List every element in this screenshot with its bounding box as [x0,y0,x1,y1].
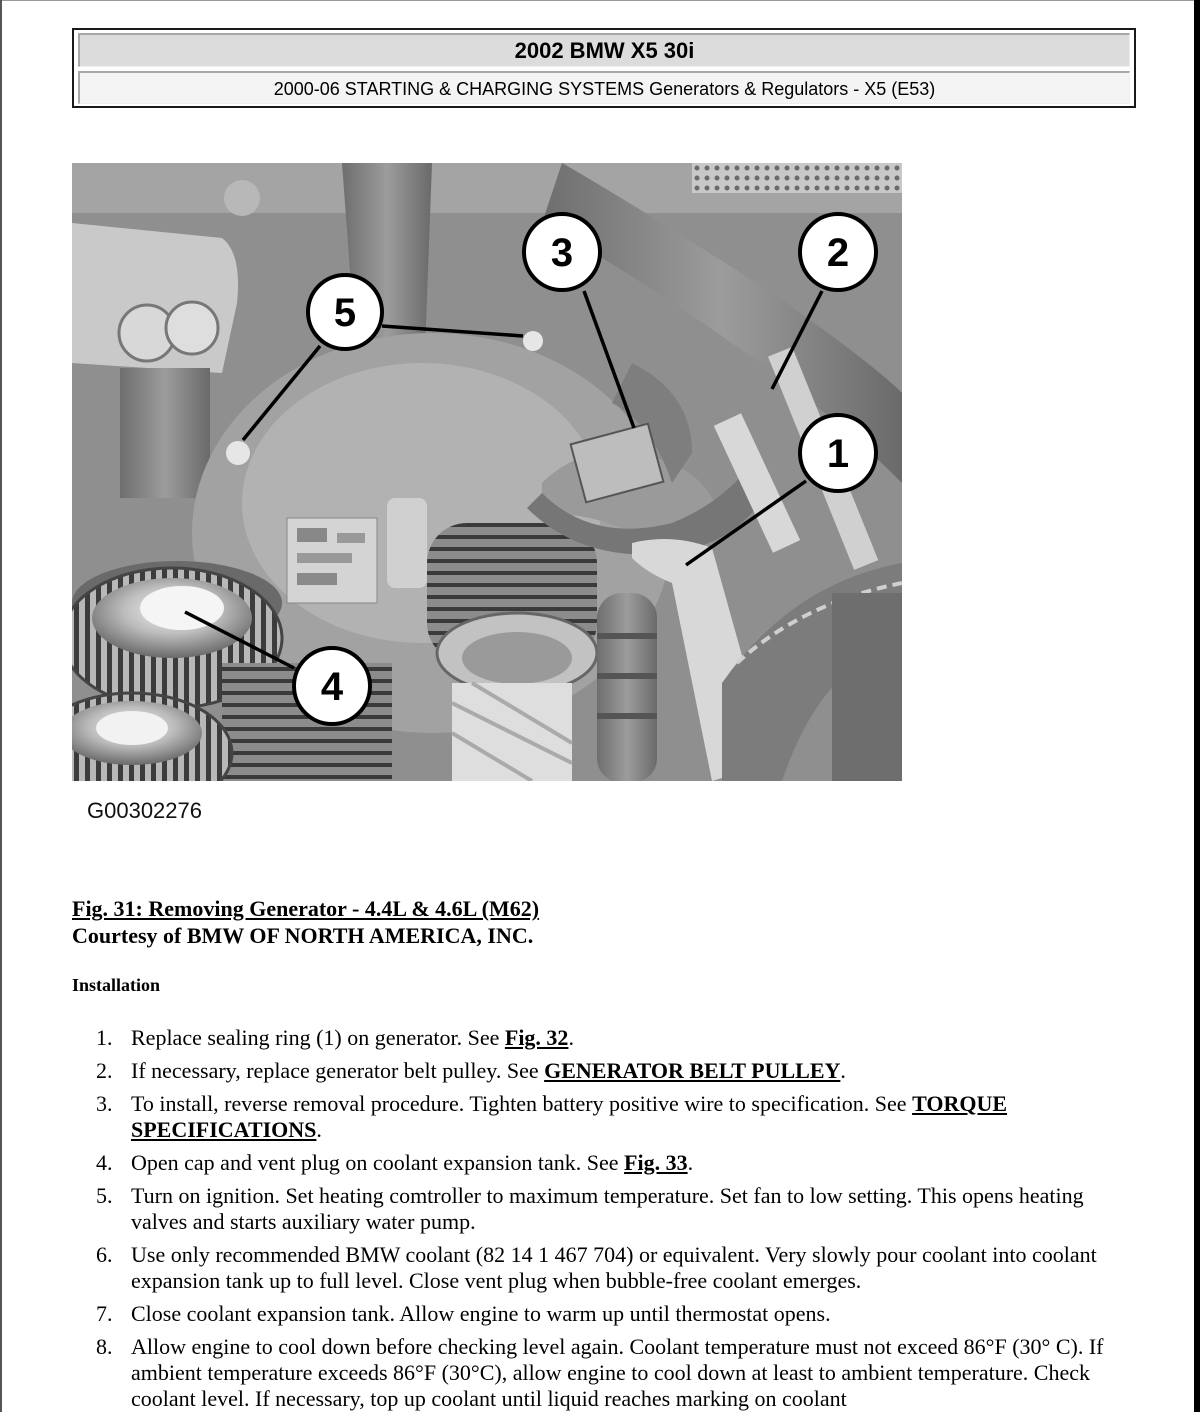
step-item [72,1091,1132,1143]
generator-belt-pulley-link[interactable]: GENERATOR BELT PULLEY [544,1058,841,1083]
step-text: To install, reverse removal procedure. Tighten battery positive wire to specification. See [131,1091,913,1116]
step-text-end: . [568,1025,574,1050]
section-subtitle: 2000-06 STARTING & CHARGING SYSTEMS Generators & Regulators - X5 (E53) [78,71,1130,104]
bolt-head [224,180,260,216]
step-text: Turn on ignition. Set heating comtroller to maximum temperature. Set fan to low setting. This opens heating valves and starts auxiliary water pump. [131,1183,1084,1234]
step-item [72,1334,1132,1412]
step-number: 2. [96,1058,113,1083]
step-text: Use only recommended BMW coolant (82 14 1 467 704) or equivalent. Very slowly pour coolant into coolant expansion tank up to full level. Close vent plug when bubble-free coolant emerges. [131,1242,1097,1293]
step-number: 1. [96,1025,113,1050]
lower-hose [597,593,657,781]
pulley-flange [387,498,427,588]
document-header [72,28,1136,108]
step-text-end: . [840,1058,846,1083]
figure-courtesy: Courtesy of BMW OF NORTH AMERICA, INC. [72,923,534,948]
step-number: 3. [96,1091,113,1116]
step-number: 4. [96,1150,113,1175]
callout-5-label: 5 [333,291,357,335]
callout-2 [800,214,876,290]
bolt [523,331,543,351]
torque-specifications-link[interactable]: TORQUE SPECIFICATIONS [131,1091,1008,1142]
braided-line [692,163,902,193]
callout-3-label: 3 [550,231,574,275]
step-item [72,1150,1132,1176]
vehicle-title: 2002 BMW X5 30i [78,33,1130,67]
engine-illustration [72,163,902,781]
callout-4 [294,648,370,724]
step-item [72,1058,1132,1084]
bolt-head [166,302,218,354]
step-text: Allow engine to cool down before checking level again. Coolant temperature must not exceed 86°F (30° C). If ambient temperature exceeds 86°F (30°C), allow engine to cool down at least to ambient temperature. Check coolant level. If necessary, top up coolant until liquid reaches marking on coolant [131,1334,1104,1411]
idler-post [120,368,210,498]
step-text: Close coolant expansion tank. Allow engine to warm up until thermostat opens. [131,1301,831,1326]
page-right-border [1194,0,1200,1412]
step-text: Replace sealing ring (1) on generator. See [131,1025,505,1050]
figure-image-id: G00302276 [87,798,202,823]
callout-5 [308,275,382,349]
step-item [72,1301,1132,1327]
step-text: If necessary, replace generator belt pulley. See [131,1058,545,1083]
step-item [72,1025,1132,1051]
step-text: Open cap and vent plug on coolant expansion tank. See [131,1150,625,1175]
callout-1-label: 1 [826,432,850,476]
step-number: 6. [96,1242,113,1267]
figure-caption-title: Fig. 31: Removing Generator - 4.4L & 4.6L (M62) [72,896,540,921]
fig-33-link[interactable]: Fig. 33 [624,1150,688,1175]
callout-2-label: 2 [826,231,850,275]
page-left-edge [0,0,2,1412]
step-text-end: . [316,1117,322,1142]
generator-removal-photo [72,163,902,781]
page-top-edge [0,0,1200,1]
figure-caption [72,895,539,949]
callout-1 [800,415,876,491]
step-number: 7. [96,1301,113,1326]
step-item [72,1242,1132,1294]
step-item [72,1183,1132,1235]
bolt [226,441,250,465]
callout-3 [524,214,600,290]
step-number: 8. [96,1334,113,1359]
step-text-end: . [687,1150,694,1175]
step-number: 5. [96,1183,113,1208]
callout-4-label: 4 [320,665,344,709]
installation-heading: Installation [72,975,161,995]
fig-32-link[interactable]: Fig. 32 [504,1025,569,1050]
installation-steps [72,1025,1132,1419]
